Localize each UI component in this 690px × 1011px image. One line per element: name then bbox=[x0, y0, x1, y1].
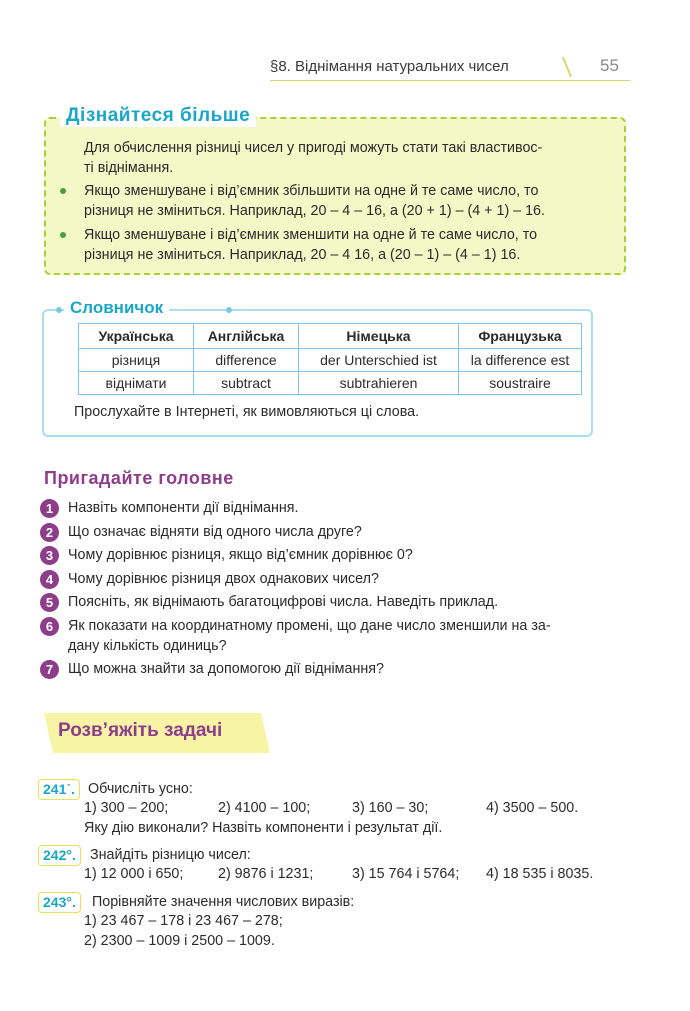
table-cell: der Unterschied ist bbox=[299, 349, 459, 372]
problem-item: 2) 4100 – 100; bbox=[218, 800, 311, 816]
number-badge: 6 bbox=[40, 617, 59, 636]
problem-question: Яку дію виконали? Назвіть компоненти і результат дії. bbox=[84, 820, 443, 836]
bullet-icon bbox=[60, 232, 66, 238]
learn-more-bullet1-line2: різниця не зміниться. Наприклад, 20 – 4 – 16, а (20 + 1) – (4 + 1) – 16. bbox=[84, 203, 545, 219]
table-cell: різниця bbox=[79, 349, 194, 372]
problem-item: 1) 300 – 200; bbox=[84, 800, 169, 816]
table-cell: soustraire bbox=[459, 372, 582, 395]
learn-more-intro-line2: ті віднімання. bbox=[84, 160, 174, 176]
table-cell: difference bbox=[194, 349, 299, 372]
recall-question: Назвіть компоненти дії віднімання. bbox=[68, 500, 299, 516]
col-header-ukrainian: Українська bbox=[79, 324, 194, 349]
header-rule bbox=[270, 80, 630, 81]
col-header-german: Німецька bbox=[299, 324, 459, 349]
problem-item: 2) 2300 – 1009 і 2500 – 1009. bbox=[84, 933, 275, 949]
recall-question-continued: дану кількість одиниць? bbox=[68, 638, 227, 654]
recall-question: Як показати на координатному промені, що дане число зменшили на за- bbox=[68, 618, 551, 634]
problem-item: 3) 160 – 30; bbox=[352, 800, 429, 816]
dot-icon bbox=[56, 307, 62, 313]
learn-more-title: Дізнайтеся більше bbox=[60, 105, 256, 127]
table-cell: віднімати bbox=[79, 372, 194, 395]
number-badge: 1 bbox=[40, 499, 59, 518]
problem-item: 1) 23 467 – 178 і 23 467 – 278; bbox=[84, 913, 283, 929]
number-badge: 4 bbox=[40, 570, 59, 589]
number-badge: 2 bbox=[40, 523, 59, 542]
learn-more-bullet2-line2: різниця не зміниться. Наприклад, 20 – 4 16, а (20 – 1) – (4 – 1) 16. bbox=[84, 247, 521, 263]
header-slash-decoration bbox=[560, 56, 574, 78]
recall-question: Чому дорівнює різниця, якщо від’ємник дорівнює 0? bbox=[68, 547, 413, 563]
table-row bbox=[79, 372, 582, 395]
problem-number: 242°. bbox=[38, 845, 81, 866]
page-number: 55 bbox=[600, 56, 619, 75]
table-row bbox=[79, 349, 582, 372]
dictionary-note: Прослухайте в Інтернеті, як вимовляються ці слова. bbox=[74, 404, 420, 420]
problem-text: Порівняйте значення числових виразів: bbox=[92, 894, 355, 910]
table-cell: subtract bbox=[194, 372, 299, 395]
problem-item: 2) 9876 і 1231; bbox=[218, 866, 314, 882]
dot-icon bbox=[226, 307, 232, 313]
table-cell: la difference est bbox=[459, 349, 582, 372]
number-badge: 3 bbox=[40, 546, 59, 565]
problem-number: 241˙. bbox=[38, 779, 80, 800]
recall-question: Що означає відняти від одного числа друге? bbox=[68, 524, 362, 540]
learn-more-intro-line1: Для обчислення різниці чисел у пригоді можуть стати такі властивос- bbox=[84, 140, 543, 156]
col-header-french: Французька bbox=[459, 324, 582, 349]
number-badge: 5 bbox=[40, 593, 59, 612]
learn-more-bullet2-line1: Якщо зменшуване і від’ємник зменшити на одне й те саме число, то bbox=[84, 227, 538, 243]
problem-item: 4) 3500 – 500. bbox=[486, 800, 579, 816]
table-cell: subtrahieren bbox=[299, 372, 459, 395]
problem-item: 4) 18 535 і 8035. bbox=[486, 866, 594, 882]
recall-question: Поясніть, як віднімають багатоцифрові числа. Наведіть приклад. bbox=[68, 594, 499, 610]
running-header: §8. Віднімання натуральних чисел bbox=[270, 58, 509, 75]
dictionary-title: Словничок bbox=[64, 298, 169, 318]
number-badge: 7 bbox=[40, 660, 59, 679]
problem-item: 1) 12 000 і 650; bbox=[84, 866, 184, 882]
table-header-row bbox=[79, 324, 582, 349]
recall-question: Чому дорівнює різниця двох однакових чисел? bbox=[68, 571, 379, 587]
problem-text: Знайдіть різницю чисел: bbox=[90, 847, 251, 863]
problem-number: 243°. bbox=[38, 892, 81, 913]
learn-more-bullet1-line1: Якщо зменшуване і від’ємник збільшити на одне й те саме число, то bbox=[84, 183, 539, 199]
problem-text: Обчисліть усно: bbox=[88, 781, 193, 797]
problem-item: 3) 15 764 і 5764; bbox=[352, 866, 460, 882]
recall-title: Пригадайте головне bbox=[44, 468, 234, 488]
bullet-icon bbox=[60, 188, 66, 194]
dictionary-table bbox=[78, 323, 582, 395]
solve-title: Розв’яжіть задачі bbox=[58, 720, 223, 741]
recall-question: Що можна знайти за допомогою дії віднімання? bbox=[68, 661, 384, 677]
col-header-english: Англійська bbox=[194, 324, 299, 349]
